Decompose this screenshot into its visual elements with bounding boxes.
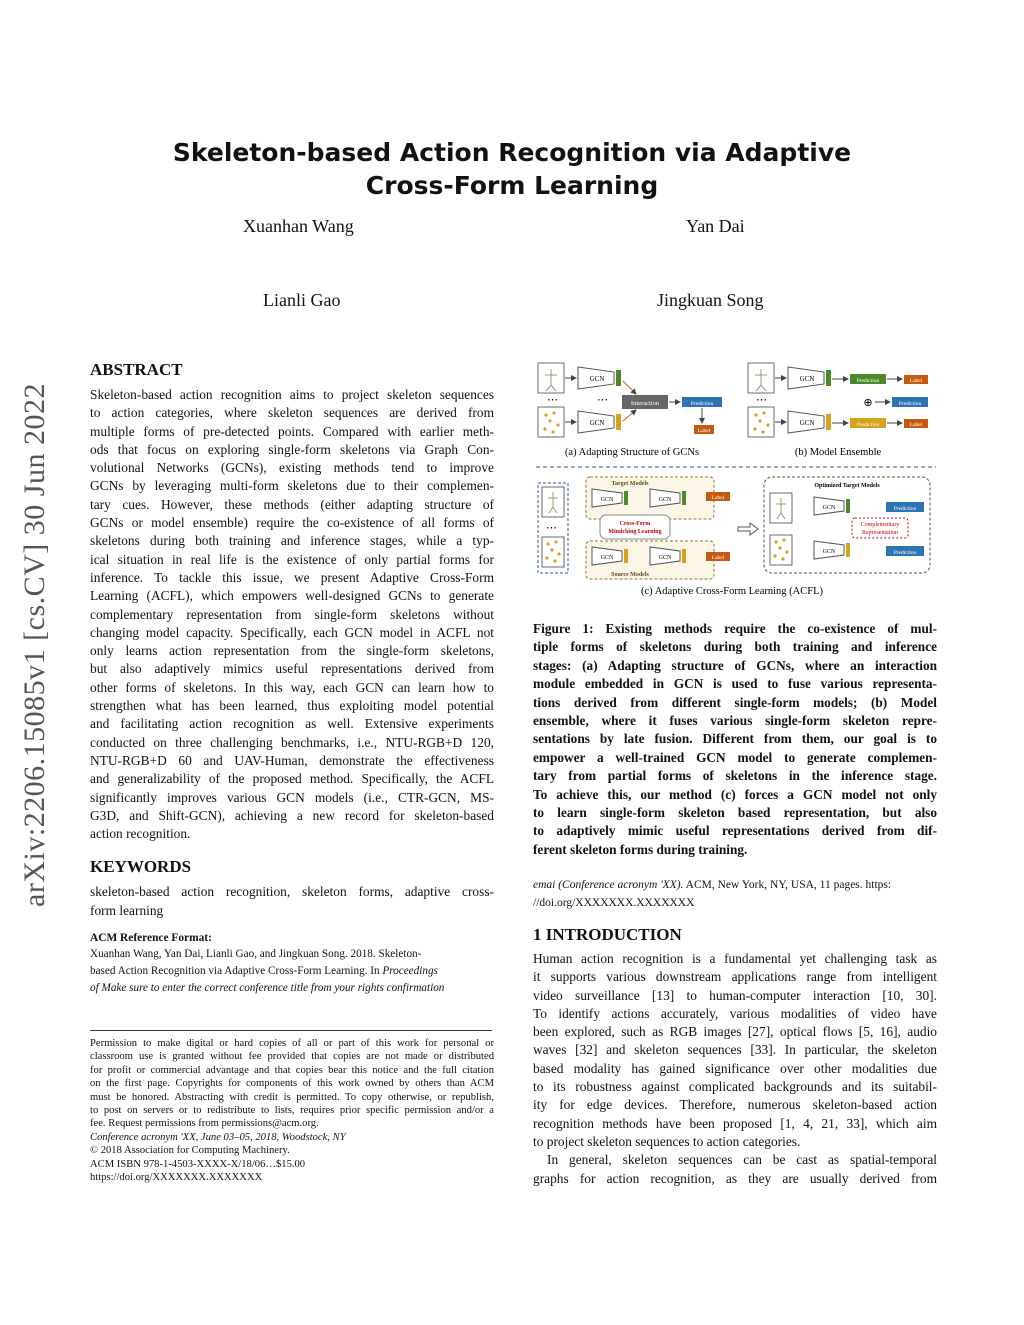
- arxiv-stamp: arXiv:2206.15085v1 [cs.CV] 30 Jun 2022: [18, 383, 51, 907]
- intro-line: based modality has gained significance over other modalities due: [533, 1060, 937, 1076]
- abstract-body: [90, 386, 494, 843]
- permission-line: to post on servers or to redistribute to lists, requires prior specific permission and/or a: [90, 1105, 494, 1117]
- gcn-label: GCN: [589, 375, 605, 383]
- author-1: Xuanhan Wang: [243, 216, 354, 236]
- plus-icon: ⊕: [863, 397, 873, 409]
- abstract-line: GCNs by leveraging multi-form skeletons due to their complemen-: [90, 478, 494, 494]
- keywords-heading: KEYWORDS: [90, 857, 192, 877]
- intro-line: To identify actions accurately, various modalities of video have: [533, 1005, 937, 1021]
- panel-a: [538, 363, 722, 458]
- prediction-label: Prediction: [690, 401, 714, 407]
- title-line-1: Skeleton-based Action Recognition via Adaptive: [172, 138, 852, 167]
- acm-ref-text: based Action Recognition via Adaptive Cross-Form Learning. In: [90, 965, 383, 978]
- skeleton-frame: [542, 537, 564, 567]
- caption-line: sentations by late fusion. Different from them, our goal is to: [533, 731, 937, 747]
- abstract-line: and generalizability of the proposed method. Specifically, the ACFL: [90, 771, 494, 787]
- caption-line: ferent skeleton forms during training.: [533, 841, 748, 857]
- feature-bar: [826, 414, 831, 430]
- gcn-label: GCN: [600, 497, 614, 503]
- gcn-label: GCN: [658, 497, 672, 503]
- ellipsis: ⋯: [756, 394, 767, 406]
- cross-form-label: Cross-Form: [619, 521, 651, 527]
- abstract-line: to action categories, where skeleton sequences are derived from: [90, 405, 494, 421]
- intro-line: graphs for action recognition, as they are usually derived from: [533, 1170, 937, 1186]
- permission-line: for profit or commercial advantage and that copies bear this notice and the full citation: [90, 1064, 494, 1076]
- complementary-label: Representation: [862, 530, 898, 536]
- permission-line: fee. Request permissions from permissions@acm.org.: [90, 1118, 319, 1130]
- caption-line: tiple forms of skeletons during both training and inference: [533, 639, 937, 655]
- acm-ref-italic: Proceedings: [382, 965, 438, 978]
- intro-line: to its robustness against complicated backgrounds and its suitabil-: [533, 1079, 937, 1095]
- caption-line: stages: (a) Adapting structure of GCNs, where an interaction: [533, 657, 937, 673]
- abstract-line: other forms of skeletons. In this way, each GCN can learn how to: [90, 679, 494, 695]
- abstract-line: skeletons during both training and inference stages, while a typ-: [90, 533, 494, 549]
- figure-diagram: [534, 355, 938, 613]
- abstract-line: and facilitating action recognition as well. Extensive experiments: [90, 716, 494, 732]
- arrow-icon: [738, 523, 758, 535]
- paper-title: [0, 136, 1024, 202]
- abstract-line: Learning (ACFL), which empowers well-designed GCNs to generate: [90, 588, 494, 604]
- intro-line: waves [32] and skeleton sequences [33]. In particular, the skeleton: [533, 1042, 937, 1058]
- abstract-line: only learns action representation from the single-form skeletons,: [90, 643, 494, 659]
- intro-line: In general, skeleton sequences can be cast as spatial-temporal: [547, 1152, 937, 1168]
- prediction-label: Prediction: [893, 550, 917, 556]
- feature-bar: [682, 491, 686, 505]
- cross-form-box: [600, 515, 670, 539]
- intro-line: to project skeleton sequences to action categories.: [533, 1133, 801, 1149]
- panel-b: [748, 363, 928, 458]
- optimized-models-label: Optimized Target Models: [814, 483, 880, 489]
- keywords-line: form learning: [90, 902, 164, 918]
- feature-bar: [826, 370, 831, 386]
- intro-line: recognition methods have been proposed [1, 4, 21, 33], which aim: [533, 1115, 937, 1131]
- author-2: Yan Dai: [686, 216, 745, 236]
- keywords-body: [90, 883, 494, 920]
- gcn-label: GCN: [600, 555, 614, 561]
- ref-note: [533, 876, 937, 912]
- abstract-line: NTU-RGB+D 60 and UAV-Human, demonstrate the effectiveness: [90, 752, 494, 768]
- abstract-line: Skeleton-based action recognition aims to project skeleton sequences: [90, 387, 494, 402]
- abstract-line: action recognition.: [90, 826, 191, 842]
- permission-line: https://doi.org/XXXXXXX.XXXXXXX: [90, 1172, 263, 1184]
- permission-line: must be honored. Abstracting with credit is permitted. To copy otherwise, or republish,: [90, 1091, 494, 1103]
- intro-body: [533, 950, 937, 1188]
- abstract-line: tary cues. However, these methods (either adapting structure of: [90, 496, 494, 512]
- abstract-line: inference. To tackle this issue, we present Adaptive Cross-Form: [90, 569, 494, 585]
- gcn-label: GCN: [658, 555, 672, 561]
- ellipsis: ⋯: [547, 394, 558, 406]
- prediction-label: Prediction: [898, 401, 922, 407]
- author-4: Jingkuan Song: [657, 290, 764, 310]
- permission-line: ACM ISBN 978-1-4503-XXXX-X/18/06…$15.00: [90, 1158, 306, 1170]
- subcaption-c: (c) Adaptive Cross-Form Learning (ACFL): [641, 586, 823, 597]
- caption-line: empower a well-trained GCN model to generate complemen-: [533, 749, 937, 765]
- gcn-label: GCN: [589, 419, 605, 427]
- feature-bar: [624, 491, 628, 505]
- feature-bar: [846, 543, 850, 557]
- abstract-line: volutional Networks (GCNs), existing methods tend to improve: [90, 460, 494, 476]
- subcaption-a: (a) Adapting Structure of GCNs: [564, 447, 700, 458]
- label-text: Label: [711, 555, 725, 561]
- figure-1: [534, 355, 938, 613]
- skeleton-frame: [770, 535, 792, 565]
- left-column: [90, 360, 494, 997]
- ref-note-line: //doi.org/XXXXXXX.XXXXXXX: [533, 897, 695, 909]
- gcn-label: GCN: [822, 505, 836, 511]
- keywords-line: skeleton-based action recognition, skeleton forms, adaptive cross-: [90, 884, 494, 900]
- acm-ref-line: of Make sure to enter the correct conference title from your rights confirmation: [90, 982, 445, 995]
- gcn-label: GCN: [799, 419, 815, 427]
- feature-bar: [616, 370, 621, 386]
- label-text: Label: [711, 495, 725, 501]
- caption-line: tary from partial forms of skeletons in the inference stage.: [533, 768, 937, 784]
- acm-ref-heading: ACM Reference Format:: [90, 932, 212, 945]
- ref-note-line: [533, 876, 937, 894]
- permission-line: on the first page. Copyrights for components of this work owned by others than ACM: [90, 1078, 494, 1090]
- label-text: Label: [909, 378, 923, 384]
- feature-bar: [682, 549, 686, 563]
- prediction-label: Prediction: [893, 506, 917, 512]
- interaction-label: Interaction: [630, 400, 660, 407]
- title-line-2: Cross-Form Learning: [365, 171, 659, 200]
- prediction-label: Prediction: [856, 422, 880, 428]
- abstract-line: complementary representation from single-form skeletons without: [90, 606, 494, 622]
- abstract-line: changing model capacity. Specifically, each GCN model in ACFL not: [90, 624, 494, 640]
- gcn-label: GCN: [799, 375, 815, 383]
- ref-note-italic: emai (Conference acronym 'XX).: [533, 879, 684, 891]
- subcaption-b: (b) Model Ensemble: [794, 447, 882, 458]
- acm-ref-body: [90, 946, 494, 997]
- source-models-label: Source Models: [611, 572, 649, 578]
- abstract-line: multiple forms of pre-detected points. Compared with earlier meth-: [90, 423, 494, 439]
- feature-bar: [616, 414, 621, 430]
- permission-line: classroom use is granted without fee provided that copies are not made or distributed: [90, 1051, 494, 1063]
- abstract-line: G3D, and Shift-GCN), achieving a new record for skeleton-based: [90, 807, 494, 823]
- feature-bar: [846, 499, 850, 513]
- intro-line: it supports various downstream applications range from intelligent: [533, 969, 937, 985]
- label-text: Label: [909, 422, 923, 428]
- cross-form-label: Mimicking Learning: [608, 529, 662, 535]
- abstract-heading: ABSTRACT: [90, 360, 183, 379]
- permission-line: Conference acronym 'XX, June 03–05, 2018, Woodstock, NY: [90, 1131, 346, 1143]
- permission-line: Permission to make digital or hard copies of all or part of this work for personal or: [90, 1038, 494, 1049]
- footnote-rule: [90, 1030, 492, 1031]
- intro-line: Human action recognition is a fundamental yet challenging task as: [533, 951, 937, 966]
- intro-line: ity for edge devices. Therefore, numerous skeleton-based action: [533, 1097, 937, 1113]
- intro-heading: 1 INTRODUCTION: [533, 925, 682, 944]
- complementary-label: Complementary: [860, 522, 900, 528]
- ellipsis: ⋯: [546, 522, 557, 534]
- caption-line: to adaptively mimic useful representations derived from dif-: [533, 823, 937, 839]
- abstract-line: GCNs or model ensemble) require the co-existence of all forms of: [90, 515, 494, 531]
- caption-line: ensemble, where it fuses various single-form skeleton repre-: [533, 713, 937, 729]
- ref-note-text: ACM, New York, NY, USA, 11 pages. https:: [683, 879, 892, 891]
- label-text: Label: [697, 428, 711, 434]
- caption-line: Figure 1: Existing methods require the co-existence of mul-: [533, 621, 937, 636]
- abstract-line: significantly improves various GCN models (i.e., CTR-GCN, MS-: [90, 789, 494, 805]
- ellipsis: ⋯: [597, 394, 608, 406]
- permission-line: © 2018 Association for Computing Machinery.: [90, 1145, 290, 1157]
- abstract-line: ical situation in real life is the existence of only partial forms for: [90, 551, 494, 567]
- target-models-label: Target Models: [611, 481, 649, 487]
- intro-line: been explored, such as RGB images [27], optical flows [5, 16], audio: [533, 1024, 937, 1040]
- permission-block: [90, 1037, 494, 1184]
- abstract-line: but also adaptively mimics useful representations derived from: [90, 661, 494, 677]
- figure-caption: [533, 620, 937, 859]
- author-3: Lianli Gao: [263, 290, 341, 310]
- acm-ref-line: [90, 963, 494, 980]
- prediction-label: Prediction: [856, 378, 880, 384]
- acm-ref-line: Xuanhan Wang, Yan Dai, Lianli Gao, and Jingkuan Song. 2018. Skeleton-: [90, 948, 422, 961]
- caption-line: module embedded in GCN is used to fuse various representa-: [533, 676, 937, 692]
- feature-bar: [624, 549, 628, 563]
- abstract-line: strengthen what has been learned, thus exploiting model potential: [90, 698, 494, 714]
- caption-line: To achieve this, our method (c) forces a GCN model not only: [533, 786, 937, 802]
- abstract-line: conducted on three challenging benchmarks, i.e., NTU-RGB+D 120,: [90, 734, 494, 750]
- gcn-label: GCN: [822, 549, 836, 555]
- caption-line: to learn single-form skeleton based representation, but also: [533, 805, 937, 821]
- intro-line: video surveillance [13] to human-computer interaction [10, 30].: [533, 987, 937, 1003]
- abstract-line: ods that focus on exploring single-form skeletons via Graph Con-: [90, 441, 494, 457]
- panel-c: [538, 477, 930, 597]
- caption-line: tions derived from different single-form models; (b) Model: [533, 694, 937, 710]
